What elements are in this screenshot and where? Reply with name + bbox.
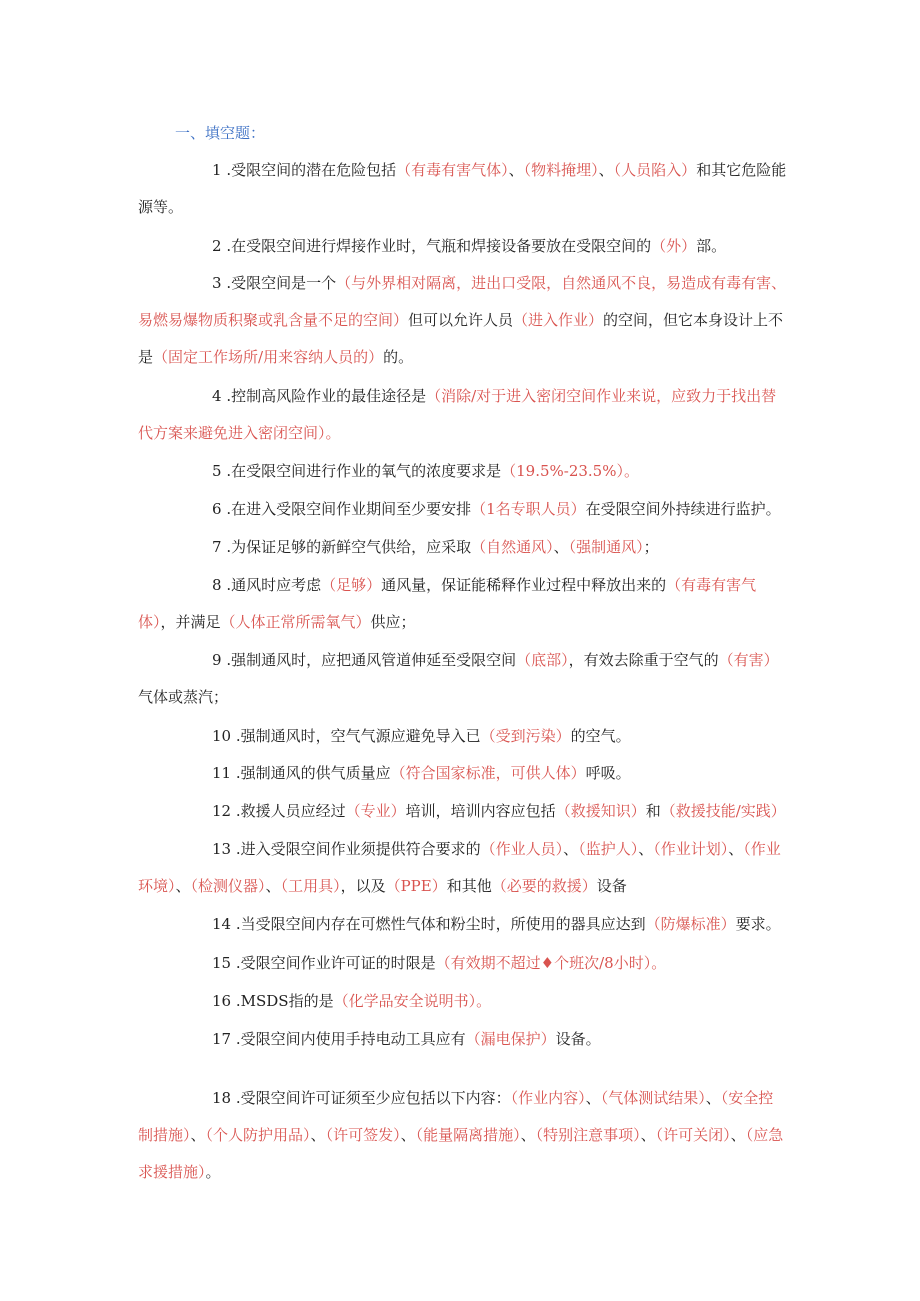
answer-text: （强制通风）	[568, 538, 644, 556]
question-text: 和	[645, 802, 661, 820]
question-text: 、	[265, 877, 281, 895]
question-number: 14	[212, 915, 232, 933]
question-text: 通风量，保证能稀释作业过程中释放出来的	[381, 576, 667, 594]
question-text: .受限空间的潜在危险包括	[226, 161, 397, 179]
question-18	[138, 1080, 788, 1191]
answer-text: （救援知识）	[555, 802, 646, 820]
question-17	[138, 1021, 788, 1058]
question-text: .在受限空间进行作业的氧气的浓度要求是	[226, 462, 502, 480]
question-number: 13	[212, 840, 232, 858]
question-text: 、	[563, 840, 579, 858]
question-text: .在受限空间进行焊接作业时，气瓶和焊接设备要放在受限空间的	[226, 237, 652, 255]
question-16	[138, 983, 788, 1020]
answer-text: （能量隔离措施）	[415, 1126, 521, 1144]
answer-text: （符合国家标准，可供人体）	[390, 764, 586, 782]
question-number: 18	[212, 1089, 232, 1107]
question-text: 呼吸。	[585, 764, 631, 782]
question-2	[138, 228, 788, 265]
answer-text: （作业计划）	[653, 840, 729, 858]
answer-text: （底部）	[516, 651, 569, 669]
answer-text: （作业内容）	[510, 1089, 586, 1107]
question-text: ，有效去除重于空气的	[568, 651, 719, 669]
question-number: 4	[212, 387, 222, 405]
question-13	[138, 831, 788, 905]
answer-text: （个人防护用品）	[205, 1126, 311, 1144]
question-7	[138, 529, 788, 566]
question-3	[138, 265, 788, 376]
answer-text: （固定工作场所/用来容纳人员的）	[153, 348, 384, 366]
question-text: 、	[553, 538, 569, 556]
answer-text: （必要的救援）	[491, 877, 597, 895]
answer-text: （自然通风）	[471, 538, 554, 556]
question-text: 的空间，但它本身设计上不是	[138, 311, 784, 366]
question-number: 17	[212, 1030, 232, 1048]
question-text: 、	[520, 1126, 536, 1144]
question-number: 5	[212, 462, 222, 480]
question-number: 8	[212, 576, 222, 594]
question-number: 12	[212, 802, 232, 820]
question-text: 。	[205, 1163, 221, 1181]
question-text: 要求。	[735, 915, 781, 933]
question-text: 和其它危险能源等。	[138, 161, 787, 216]
question-12	[138, 793, 788, 830]
question-text: .当受限空间内存在可燃性气体和粉尘时，所使用的器具应达到	[235, 915, 646, 933]
answer-text: （PPE）	[385, 877, 447, 895]
question-text: 、	[175, 877, 191, 895]
question-text: .强制通风时，空气气源应避免导入已	[235, 727, 481, 745]
question-text: .救援人员应经过	[235, 802, 346, 820]
question-number: 15	[212, 954, 232, 972]
question-text: 、	[598, 161, 614, 179]
question-15	[138, 945, 788, 982]
answer-text: （有害）	[718, 651, 779, 669]
question-text: .进入受限空间作业须提供符合要求的	[235, 840, 481, 858]
answer-text: （救援技能/实践）	[660, 802, 786, 820]
question-text: .受限空间内使用手持电动工具应有	[235, 1030, 466, 1048]
answer-text: （检测仪器）	[190, 877, 266, 895]
question-4	[138, 378, 788, 452]
question-text: .通风时应考虑	[226, 576, 322, 594]
question-14	[138, 906, 788, 943]
question-number: 11	[212, 764, 232, 782]
question-10	[138, 718, 788, 755]
question-text: 的空气。	[570, 727, 631, 745]
question-text: 、	[190, 1126, 206, 1144]
answer-text: （物料掩埋）	[523, 161, 599, 179]
question-text: 设备	[596, 877, 627, 895]
question-text: .受限空间作业许可证的时限是	[235, 954, 436, 972]
question-text: 、	[640, 1126, 656, 1144]
question-number: 7	[212, 538, 222, 556]
question-text: .强制通风的供气质量应	[235, 764, 391, 782]
question-text: 的。	[383, 348, 414, 366]
answer-text: （1名专职人员）	[471, 500, 586, 518]
question-number: 6	[212, 500, 222, 518]
question-text: 、	[585, 1089, 601, 1107]
answer-text: （19.5%-23.5%）。	[501, 462, 639, 480]
question-text: .控制高风险作业的最佳途径是	[226, 387, 427, 405]
question-text: .在进入受限空间作业期间至少要安排	[226, 500, 472, 518]
section-heading: 一、填空题：	[175, 124, 266, 142]
answer-text: （进入作业）	[513, 311, 604, 329]
answer-text: （应急求援措施）	[138, 1126, 784, 1181]
question-number: 3	[212, 274, 222, 292]
question-text: .受限空间是一个	[226, 274, 337, 292]
question-text: .为保证足够的新鲜空气供给，应采取	[226, 538, 472, 556]
answer-text: （工用具）	[280, 877, 341, 895]
question-text: 培训，培训内容应包括	[405, 802, 556, 820]
answer-text: （防爆标准）	[645, 915, 736, 933]
question-11	[138, 755, 788, 792]
answer-text: （许可关闭）	[655, 1126, 731, 1144]
question-number: 10	[212, 727, 232, 745]
answer-text: （受到污染）	[480, 727, 571, 745]
question-text: 和其他	[446, 877, 492, 895]
question-text: 部。	[696, 237, 727, 255]
answer-text: （人体正常所需氧气）	[220, 613, 371, 631]
question-text: 、	[400, 1126, 416, 1144]
question-text: 、	[638, 840, 654, 858]
answer-text: （安全控制措施）	[138, 1089, 774, 1144]
answer-text: （与外界相对隔离，进出口受限，自然通风不良，易造成有毒有害、易燃易爆物质积聚或乳含量不足的空间）	[138, 274, 787, 329]
answer-text: （有毒有害气体）	[138, 576, 757, 631]
question-8	[138, 567, 788, 641]
question-text: ，以及	[340, 877, 386, 895]
question-text: 、	[310, 1126, 326, 1144]
question-1	[138, 152, 788, 226]
question-text: 、	[728, 840, 744, 858]
question-6	[138, 491, 788, 528]
question-number: 1	[212, 161, 222, 179]
answer-text: （作业人员）	[480, 840, 564, 858]
answer-text: （外）	[651, 237, 697, 255]
answer-text: （有效期不超过♦个班次/8小时）。	[435, 954, 667, 972]
question-5	[138, 453, 788, 490]
answer-text: （人员陷入）	[613, 161, 697, 179]
question-number: 9	[212, 651, 222, 669]
answer-text: （监护人）	[578, 840, 639, 858]
answer-text: （足够）	[321, 576, 382, 594]
question-text: 气体或蒸汽；	[138, 688, 229, 706]
answer-text: （作业环境）	[138, 840, 781, 895]
question-number: 2	[212, 237, 222, 255]
question-number: 16	[212, 992, 232, 1010]
question-text: ，并满足	[160, 613, 221, 631]
question-text: .强制通风时，应把通风管道伸延至受限空间	[226, 651, 517, 669]
question-text: ；	[643, 538, 659, 556]
answer-text: （专业）	[345, 802, 406, 820]
question-text: 供应；	[370, 613, 416, 631]
question-text: 、	[730, 1126, 746, 1144]
question-text: 、	[508, 161, 524, 179]
question-text: 在受限空间外持续进行监护。	[585, 500, 781, 518]
question-text: 、	[705, 1089, 721, 1107]
question-9	[138, 642, 788, 716]
answer-text: （化学品安全说明书）。	[333, 992, 492, 1010]
question-text: 但可以允许人员	[408, 311, 514, 329]
question-text: .MSDS指的是	[235, 992, 334, 1010]
question-text: .受限空间许可证须至少应包括以下内容：	[235, 1089, 511, 1107]
answer-text: （消除/对于进入密闭空间作业来说，应致力于找出替代方案来避免进入密闭空间）。	[138, 387, 777, 442]
answer-text: （特别注意事项）	[535, 1126, 641, 1144]
answer-text: （漏电保护）	[465, 1030, 556, 1048]
question-text: 设备。	[555, 1030, 601, 1048]
answer-text: （有毒有害气体）	[396, 161, 509, 179]
answer-text: （许可签发）	[325, 1126, 401, 1144]
answer-text: （气体测试结果）	[600, 1089, 706, 1107]
